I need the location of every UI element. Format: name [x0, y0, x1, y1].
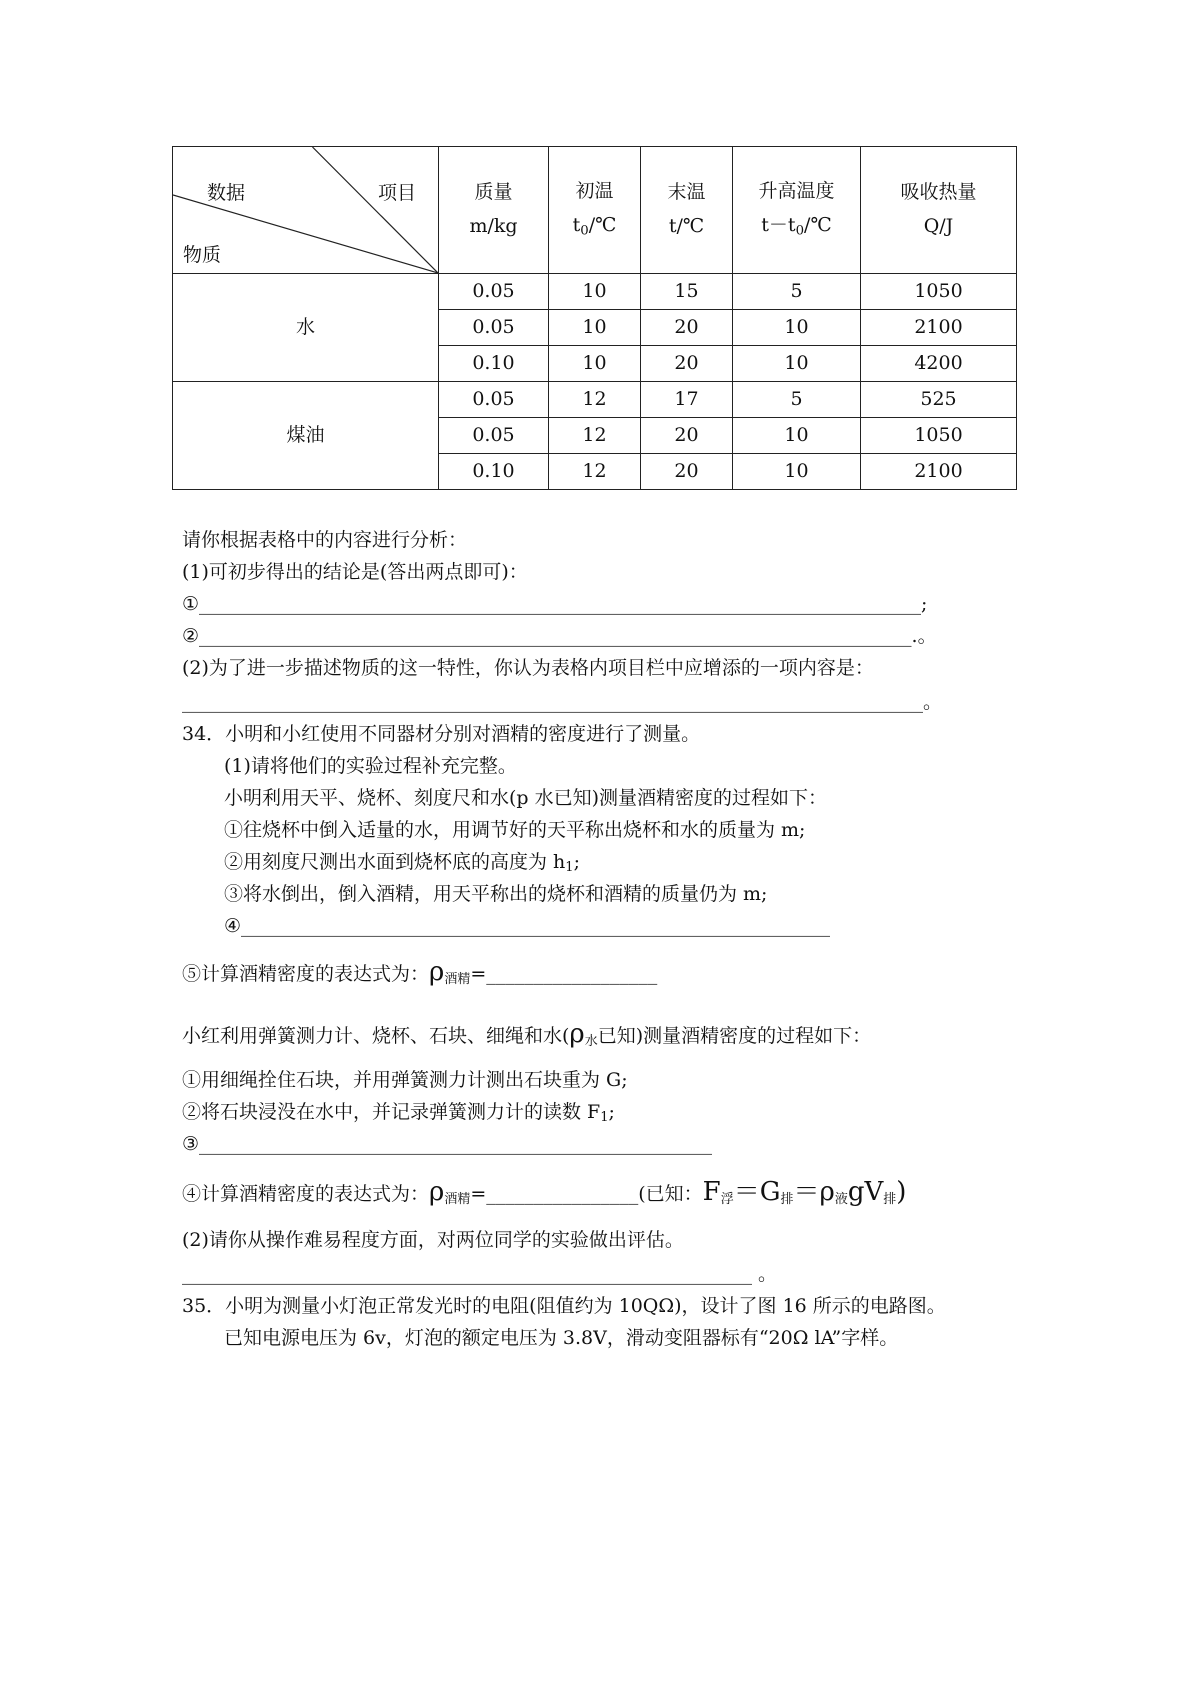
- xiaohong-step-3-blank: ③______________________________________________________: [182, 1133, 713, 1155]
- table-row: 0.05 12 20 10 1050: [173, 418, 1017, 454]
- header-final-temp: 末温 t/℃: [641, 147, 733, 274]
- conclusion-1-blank: ①____________________________________________________________________________;: [182, 593, 928, 615]
- xiaohong-step-4: ④计算酒精密度的表达式为：ρ酒精=________________(已知：F浮＝G排＝ρ液gV排): [182, 1177, 907, 1207]
- table-row: 0.10 12 20 10 2100: [173, 454, 1017, 490]
- header-row: [173, 147, 1017, 274]
- xiaoming-step-5: ⑤计算酒精密度的表达式为：ρ酒精=__________________: [182, 957, 658, 987]
- header-initial-temp: 初温 $t_0/℃$: [549, 147, 641, 274]
- question-2-blank: ______________________________________________________________________________。: [182, 691, 943, 713]
- problem-34-part-2-blank: ____________________________________________________________ 。: [182, 1263, 778, 1285]
- xiaoming-intro: 小明利用天平、烧杯、刻度尺和水(p 水已知)测量酒精密度的过程如下：: [224, 787, 828, 809]
- substance-water: 水: [173, 274, 439, 382]
- xiaoming-step-2: ②用刻度尺测出水面到烧杯底的高度为 h1;: [224, 851, 580, 875]
- question-1: (1)可初步得出的结论是(答出两点即可)：: [182, 561, 528, 583]
- xiaoming-step-4-blank: ④______________________________________________________________: [224, 915, 831, 937]
- analyze-prompt: 请你根据表格中的内容进行分析：: [182, 529, 468, 551]
- table-row: 水 0.05 10 15 5 1050: [173, 274, 1017, 310]
- problem-34-part-2: (2)请你从操作难易程度方面，对两位同学的实验做出评估。: [182, 1229, 684, 1251]
- xiaoming-step-3: ③将水倒出，倒入酒精，用天平称出的烧杯和酒精的质量仍为 m;: [224, 883, 768, 905]
- corner-substance-label: 物质: [183, 244, 222, 266]
- conclusion-2-blank: ②___________________________________________________________________________.。: [182, 625, 937, 647]
- problem-34: 34．小明和小红使用不同器材分别对酒精的密度进行了测量。: [182, 723, 701, 745]
- corner-cell: [173, 147, 439, 274]
- header-mass: 质量 m/kg: [439, 147, 549, 274]
- corner-item-label: 项目: [378, 182, 417, 204]
- corner-data-label: 数据: [207, 182, 246, 204]
- data-table: [172, 146, 1017, 490]
- problem-35: 35．小明为测量小灯泡正常发光时的电阻(阻值约为 10QΩ)，设计了图 16 所示的电路图。: [182, 1295, 946, 1317]
- xiaohong-step-2: ②将石块浸没在水中，并记录弹簧测力计的读数 F1;: [182, 1101, 615, 1125]
- xiaohong-intro: 小红利用弹簧测力计、烧杯、石块、细绳和水(ρ水已知)测量酒精密度的过程如下：: [182, 1019, 872, 1049]
- xiaohong-step-1: ①用细绳拴住石块，并用弹簧测力计测出石块重为 G;: [182, 1069, 628, 1091]
- problem-34-part-1: (1)请将他们的实验过程补充完整。: [224, 755, 517, 777]
- header-temp-rise: 升高温度 $t-t_0/℃$: [733, 147, 861, 274]
- substance-kerosene: 煤油: [173, 382, 439, 490]
- problem-35-conditions: 已知电源电压为 6v，灯泡的额定电压为 3.8V，滑动变阻器标有“20Ω lA”字样。: [224, 1327, 899, 1349]
- question-2: (2)为了进一步描述物质的这一特性，你认为表格内项目栏中应增添的一项内容是：: [182, 657, 874, 679]
- xiaoming-step-1: ①往烧杯中倒入适量的水，用调节好的天平称出烧杯和水的质量为 m;: [224, 819, 806, 841]
- table-row: 煤油 0.05 12 17 5 525: [173, 382, 1017, 418]
- table-row: 0.10 10 20 10 4200: [173, 346, 1017, 382]
- header-heat-absorbed: 吸收热量 Q/J: [861, 147, 1017, 274]
- table-row: 0.05 10 20 10 2100: [173, 310, 1017, 346]
